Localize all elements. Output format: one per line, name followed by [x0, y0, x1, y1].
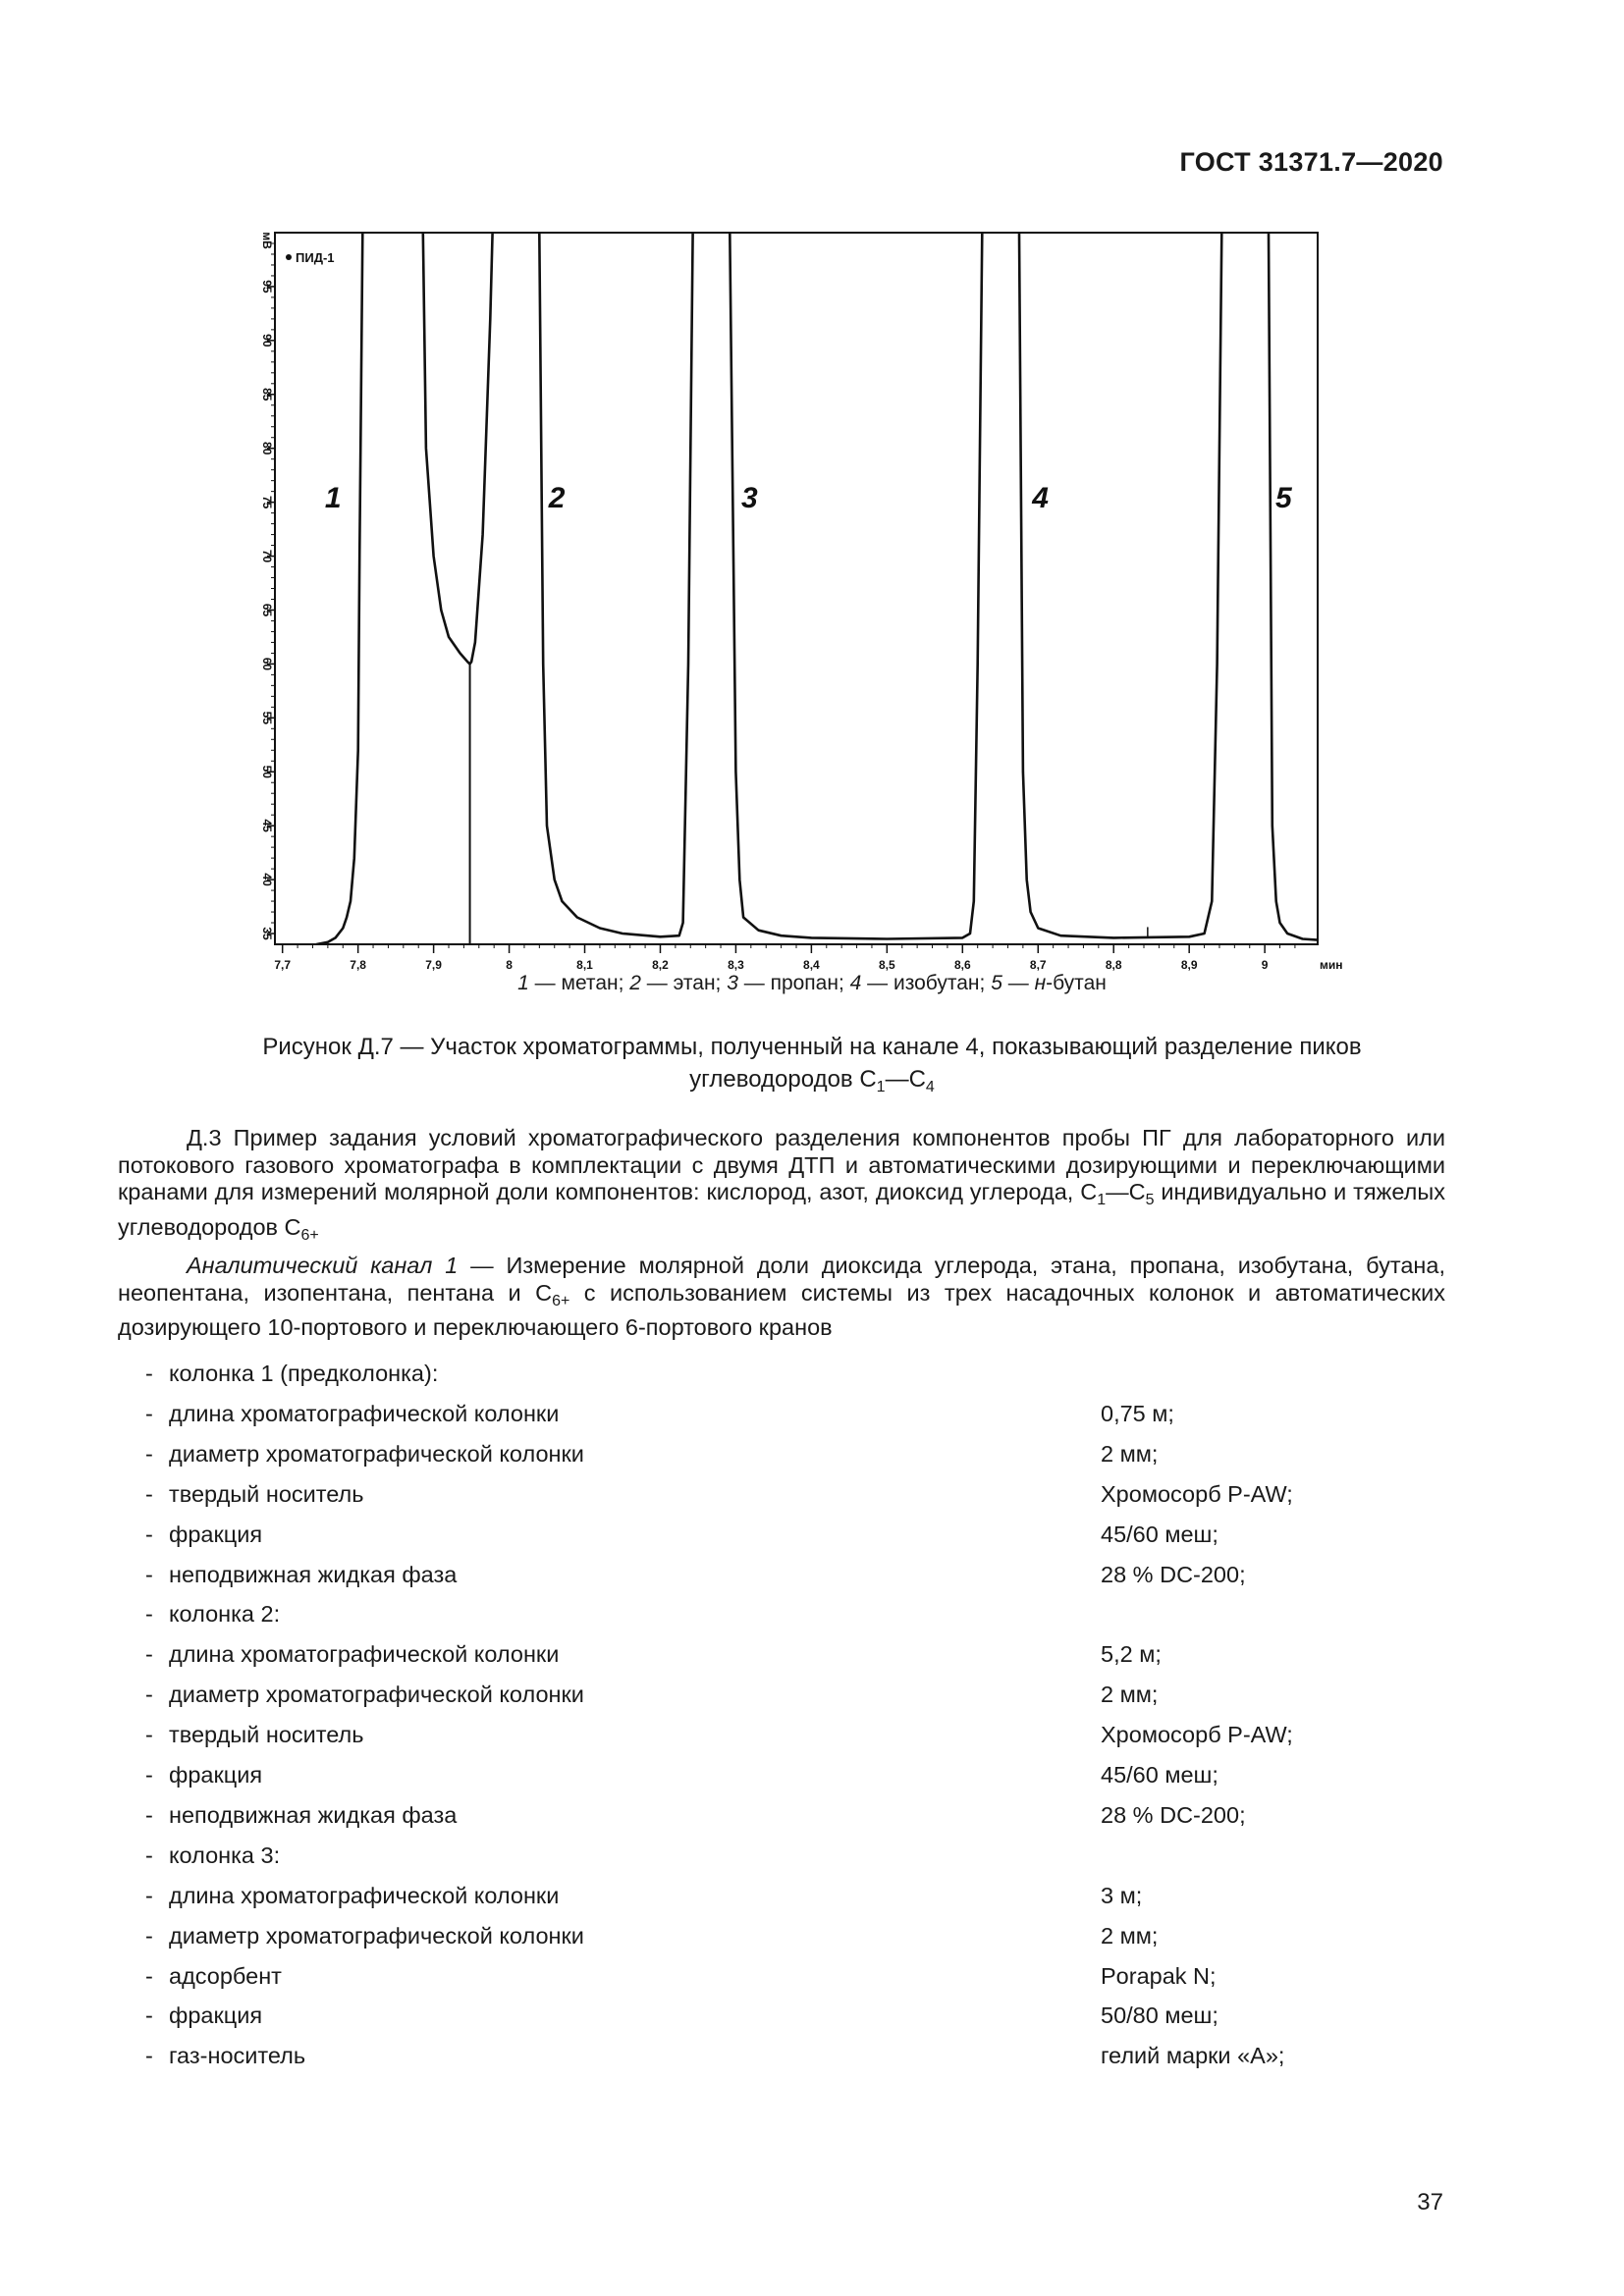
list-item-label: твердый носитель [169, 1481, 364, 1507]
x-tick-label: 8,7 [1029, 958, 1047, 972]
peak-label-2: 2 [548, 482, 566, 515]
list-item-label: диаметр хроматографической колонки [169, 1441, 584, 1467]
page-number: 37 [1417, 2189, 1443, 2216]
caption-text-b: —С [885, 1066, 926, 1093]
x-tick-label: 7,9 [425, 958, 442, 972]
y-tick-label: 40 [260, 873, 274, 886]
peak-curve-3 [539, 233, 692, 936]
list-item-label: адсорбент [169, 1963, 282, 1989]
para2-text-2: с использованием системы из трех насадочных колонок и автоматических дозирующего 10-портового и переключающего 6-портового кранов [118, 1279, 1446, 1340]
list-item-label: твердый носитель [169, 1722, 364, 1747]
legend-num-4: 4 [849, 972, 862, 994]
list-bullet: - [145, 1963, 153, 1989]
list-item-value: 28 % DC-200; [1101, 1562, 1246, 1587]
list-item-value: 45/60 меш; [1101, 1762, 1218, 1788]
x-unit-label: мин [1320, 958, 1343, 972]
para1-sub-3: 6+ [300, 1226, 319, 1244]
peak-curve-6 [1269, 233, 1318, 940]
list-bullet: - [145, 1522, 153, 1547]
list-bullet: - [145, 1601, 153, 1627]
channel-label: ПИД-1 [296, 250, 335, 265]
caption-line-1: Рисунок Д.7 — Участок хроматограммы, полученный на канале 4, показывающий разделение пиков [262, 1034, 1362, 1060]
list-item [145, 1682, 584, 1708]
peak-label-3: 3 [740, 482, 758, 515]
y-tick-label: 70 [260, 549, 274, 563]
list-item [145, 1562, 457, 1588]
para1-text-1: Д.3 Пример задания условий хроматографического разделения компонентов пробы ПГ для лабораторного или потокового газового хроматографа в комплектации с двумя ДТП и автоматическими дозирующими и переключающими кранами для измерений молярной доли компонентов: кислород, азот, диоксид углерода, С [118, 1125, 1445, 1204]
peak-label-4: 4 [1032, 482, 1049, 515]
y-tick-label: 55 [260, 711, 274, 724]
x-tick-label: 8,5 [879, 958, 895, 972]
list-item-label: газ-носитель [169, 2043, 306, 2068]
list-item-label: фракция [169, 1762, 263, 1788]
list-bullet: - [145, 1923, 153, 1949]
list-item-label: колонка 3: [169, 1842, 281, 1868]
peak-curve-2 [423, 233, 493, 664]
legend-num-3: 3 [727, 972, 738, 994]
list-item-value: 45/60 меш; [1101, 1522, 1218, 1547]
list-bullet: - [145, 1762, 153, 1788]
list-item-label: неподвижная жидкая фаза [169, 1562, 458, 1587]
list-bullet: - [145, 1722, 153, 1747]
y-tick-label: 75 [260, 495, 274, 509]
y-tick-label: 45 [260, 819, 274, 832]
list-item [145, 1641, 559, 1668]
list-bullet: - [145, 1441, 153, 1467]
list-item-value: 3 м; [1101, 1883, 1143, 1908]
list-item-value: 28 % DC-200; [1101, 1802, 1246, 1828]
list-item [145, 1601, 280, 1628]
list-item [145, 1923, 584, 1949]
peak-curve-1 [316, 233, 362, 944]
para2-sub-1: 6+ [552, 1292, 570, 1309]
list-item [145, 1762, 262, 1789]
x-tick-label: 8,1 [576, 958, 593, 972]
list-item-label: фракция [169, 1522, 263, 1547]
x-tick-label: 8 [506, 958, 513, 972]
paragraph-channel-1 [118, 1253, 1445, 1342]
x-tick-label: 8,2 [652, 958, 669, 972]
x-tick-label: 9 [1261, 958, 1269, 972]
list-item [145, 1802, 457, 1829]
list-item-label: колонка 2: [169, 1601, 281, 1627]
caption-sub-1: 1 [876, 1079, 886, 1095]
list-bullet: - [145, 1641, 153, 1667]
list-item [145, 1722, 364, 1748]
caption-text-a: углеводородов С [689, 1066, 877, 1093]
chromatogram-chart [0, 0, 1624, 982]
list-item [145, 1522, 262, 1548]
y-tick-label: 90 [260, 334, 274, 347]
para1-text-2: —С [1106, 1179, 1146, 1204]
legend-name-5-prefix: н [1034, 972, 1047, 994]
y-tick-label: 35 [260, 927, 274, 940]
list-bullet: - [145, 1562, 153, 1587]
list-item-value: 0,75 м; [1101, 1401, 1174, 1426]
list-item [145, 1842, 280, 1869]
list-item-value: 2 мм; [1101, 1923, 1159, 1949]
list-item-label: диаметр хроматографической колонки [169, 1682, 584, 1707]
legend-num-5: 5 [991, 972, 1002, 994]
y-tick-label: 85 [260, 388, 274, 401]
paragraph-d3 [118, 1125, 1445, 1249]
list-bullet: - [145, 1802, 153, 1828]
para2-text-1: — Измерение молярной доли диоксида углерода, этана, пропана, изобутана, бутана, неопентана, изопентана, пентана и С [118, 1253, 1445, 1306]
legend-name-2: этан [673, 972, 716, 994]
y-tick-label: 65 [260, 603, 274, 617]
list-item-label: длина хроматографической колонки [169, 1401, 560, 1426]
plot-frame [275, 233, 1318, 944]
para1-text-3: индивидуально и тяжелых углеводородов С [118, 1179, 1445, 1240]
x-tick-label: 8,6 [953, 958, 971, 972]
list-item-value: Porapak N; [1101, 1963, 1217, 1989]
caption-sub-2: 4 [925, 1079, 935, 1095]
peak-curve-4 [730, 233, 982, 939]
list-item-label: длина хроматографической колонки [169, 1641, 560, 1667]
y-tick-label: 95 [260, 280, 274, 294]
para1-sub-1: 1 [1097, 1192, 1107, 1208]
list-bullet: - [145, 2043, 153, 2068]
list-bullet: - [145, 1842, 153, 1868]
legend-name-5-suffix: -бутан [1046, 972, 1107, 994]
x-tick-label: 8,8 [1105, 958, 1122, 972]
list-bullet: - [145, 2002, 153, 2028]
para2-italic: Аналитический канал 1 [187, 1253, 459, 1278]
x-tick-label: 7,7 [274, 958, 292, 972]
standard-code: ГОСТ 31371.7—2020 [1179, 147, 1443, 177]
list-item-label: неподвижная жидкая фаза [169, 1802, 458, 1828]
legend-num-2: 2 [629, 972, 641, 994]
list-item-value: 5,2 м; [1101, 1641, 1162, 1667]
list-item [145, 2043, 305, 2069]
x-tick-label: 8,3 [728, 958, 744, 972]
list-item-value: гелий марки «А»; [1101, 2043, 1285, 2068]
list-item-value: 2 мм; [1101, 1441, 1159, 1467]
list-bullet: - [145, 1361, 153, 1386]
legend-name-3: пропан [770, 972, 839, 994]
list-bullet: - [145, 1481, 153, 1507]
legend-num-1: 1 [517, 972, 529, 994]
list-item [145, 1361, 438, 1387]
y-tick-label: 50 [260, 765, 274, 778]
list-item-label: колонка 1 (предколонка): [169, 1361, 439, 1386]
x-tick-label: 7,8 [350, 958, 366, 972]
peak-label-1: 1 [324, 482, 342, 515]
list-bullet: - [145, 1883, 153, 1908]
list-bullet: - [145, 1682, 153, 1707]
figure-caption [147, 1031, 1477, 1103]
list-item-value: Хромосорб Р-AW; [1101, 1481, 1293, 1507]
legend-name-1: метан [561, 972, 619, 994]
peak-label-5: 5 [1275, 482, 1292, 515]
list-item-value: 2 мм; [1101, 1682, 1159, 1707]
list-item-value: 50/80 меш; [1101, 2002, 1218, 2028]
figure-legend: 1 — метан; 2 — этан; 3 — пропан; 4 — изобутан; 5 — н-бутан [517, 972, 1107, 994]
list-item-label: длина хроматографической колонки [169, 1883, 560, 1908]
x-tick-label: 8,4 [803, 958, 820, 972]
peak-curve-5 [1019, 233, 1221, 937]
caption-line-2 [147, 1063, 1477, 1103]
list-item [145, 1883, 559, 1909]
list-item-label: фракция [169, 2002, 263, 2028]
y-tick-label: 60 [260, 657, 274, 671]
para1-sub-2: 5 [1145, 1192, 1155, 1208]
x-tick-label: 8,9 [1180, 958, 1198, 972]
y-unit-label: мВ [260, 232, 274, 249]
list-item [145, 2002, 262, 2029]
list-item [145, 1441, 584, 1468]
legend-name-4: изобутан [893, 972, 980, 994]
list-item [145, 1963, 282, 1990]
y-tick-label: 80 [260, 442, 274, 455]
list-item [145, 1481, 364, 1508]
list-item-label: диаметр хроматографической колонки [169, 1923, 584, 1949]
list-bullet: - [145, 1401, 153, 1426]
list-item [145, 1401, 559, 1427]
list-item-value: Хромосорб Р-AW; [1101, 1722, 1293, 1747]
channel-dot [286, 254, 292, 260]
